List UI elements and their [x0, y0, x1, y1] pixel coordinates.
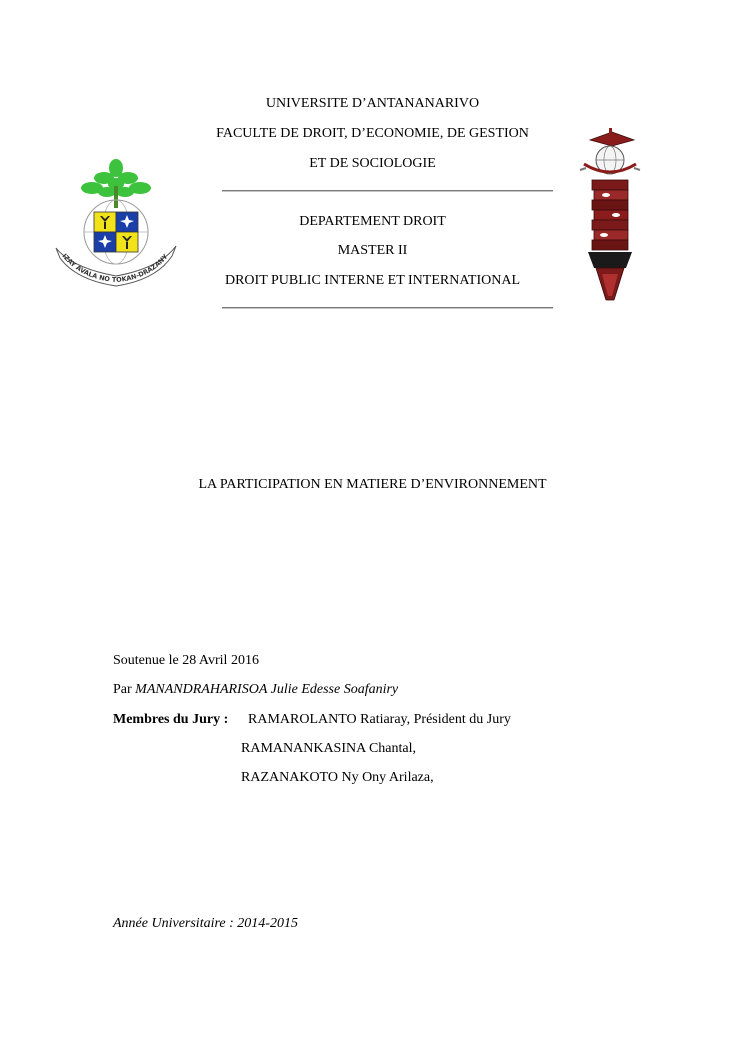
academic-year: Année Universitaire : 2014-2015 [113, 916, 298, 931]
jury-member-2: RAMANANKASINA Chantal, [241, 741, 416, 756]
faculty-name-line1: FACULTE DE DROIT, D’ECONOMIE, DE GESTION [216, 126, 529, 141]
faculty-name-line2: ET DE SOCIOLOGIE [309, 156, 436, 171]
svg-text:IZAY AVALA NO TOKAN-DRAZANY: IZAY AVALA NO TOKAN-DRAZANY [60, 252, 170, 285]
program-name: DROIT PUBLIC INTERNE ET INTERNATIONAL [224, 273, 520, 288]
author-prefix: Par [113, 682, 132, 697]
degree-level: MASTER II [337, 243, 408, 258]
university-coat-of-arms-icon [52, 156, 180, 290]
author-line [113, 681, 398, 698]
thesis-title: LA PARTICIPATION EN MATIERE D’ENVIRONNEMENT [198, 477, 547, 492]
jury-member-3: RAZANAKOTO Ny Ony Arilaza, [241, 770, 434, 785]
university-name: UNIVERSITE D’ANTANANARIVO [265, 96, 480, 111]
jury-label: Membres du Jury : [113, 712, 229, 727]
law-faculty-emblem-icon [576, 128, 644, 308]
header-divider-top [222, 190, 553, 192]
department-name: DEPARTEMENT DROIT [299, 214, 446, 229]
header-divider-bottom [222, 307, 553, 309]
defense-date: Soutenue le 28 Avril 2016 [113, 653, 259, 668]
author-name: MANANDRAHARISOA Julie Edesse Soafaniry [135, 682, 399, 697]
jury-member-1: RAMAROLANTO Ratiaray, Président du Jury [248, 712, 511, 727]
